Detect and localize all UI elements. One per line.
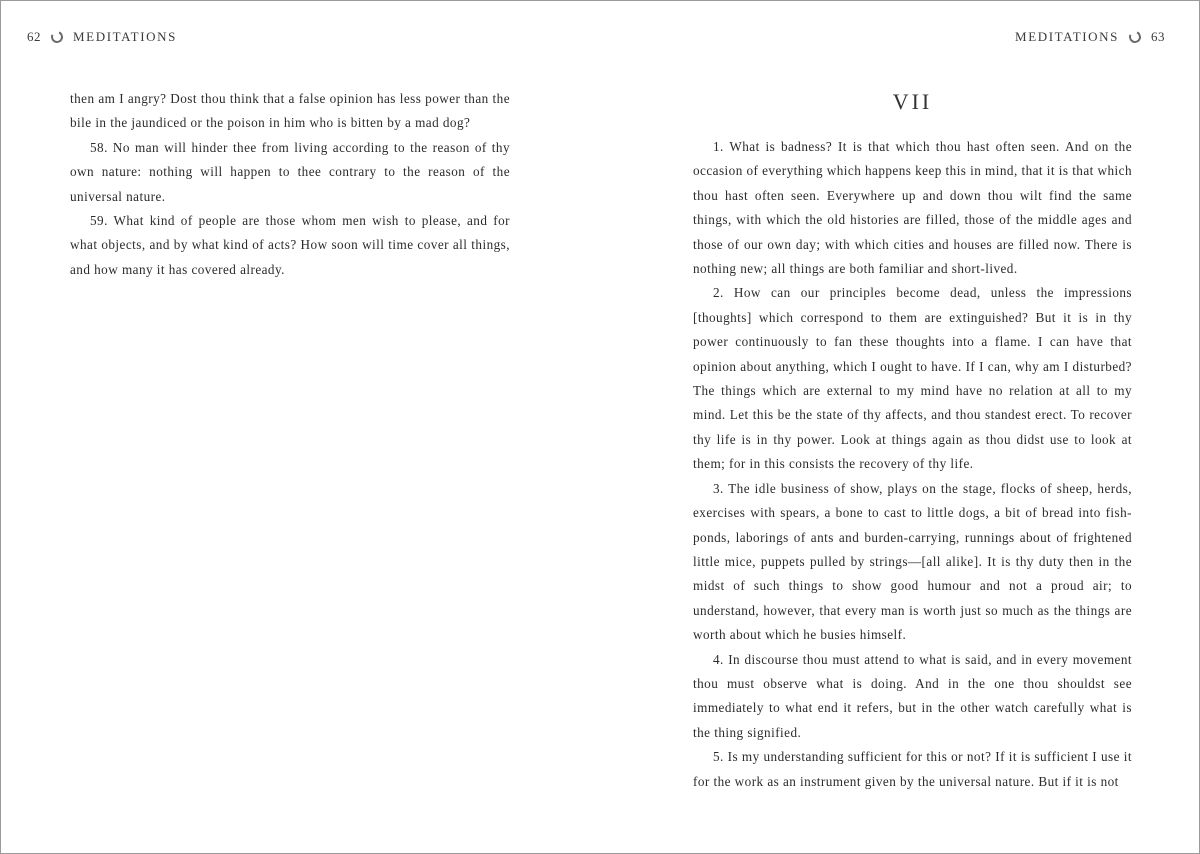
paragraph: 1. What is badness? It is that which thou hast often seen. And on the occasion of everything which happens keep this in mind, that it is that which thou hast often seen. Everywhere up and down thou wilt find the same things, with which the old histories are filled, those of the middle ages and those of our own day; with which cities and houses are filled now. There is nothing new; all things are both familiar and short-lived.	[693, 139, 1132, 277]
chapter-title: VII	[892, 89, 933, 114]
paragraph: 2. How can our principles become dead, unless the impressions [thoughts] which correspond to them are extinguished? But it is in thy power continuously to fan these thoughts into a flame. I can have that opinion about anything, which I ought to have. If I can, why am I disturbed? The things which are external to my mind have no relation at all to my mind. Let this be the state of thy affects, and thou standest erect. To recover thy life is in thy power. Look at things again as thou didst use to look at them; for in this consists the recovery of thy life.	[693, 285, 1132, 472]
right-running-title: MEDITATIONS	[1015, 29, 1119, 44]
paragraph: then am I angry? Dost thou think that a false opinion has less power than the bile in the jaundiced or the poison in him who is bitten by a mad dog?	[70, 91, 510, 131]
left-running-head	[27, 29, 177, 45]
right-page	[601, 1, 1200, 854]
ornament-icon	[49, 29, 64, 44]
right-running-head	[1015, 29, 1165, 45]
left-page-number: 62	[27, 29, 41, 44]
right-text-block	[693, 135, 1132, 794]
left-page	[1, 1, 601, 854]
paragraph: 4. In discourse thou must attend to what is said, and in every movement thou must observe what is doing. And in the one thou shouldst see immediately to what end it refers, but in the other watch carefully what is the thing signified.	[693, 651, 1132, 740]
paragraph: 3. The idle business of show, plays on the stage, flocks of sheep, herds, exercises with spears, a bone to cast to little dogs, a bit of bread into fish-ponds, laborings of ants and burden-carrying, runnings about of frightened little mice, puppets pulled by strings—[all alike]. It is thy duty then in the midst of such things to show good humour and not a proud air; to understand, however, that every man is worth just so much as the things are worth about which he busies himself.	[693, 480, 1132, 643]
paragraph: 58. No man will hinder thee from living according to the reason of thy own nature: nothing will happen to thee contrary to the reason of the universal nature.	[70, 139, 510, 204]
left-text-block	[70, 87, 510, 282]
paragraph: 5. Is my understanding sufficient for this or not? If it is sufficient I use it for the work as an instrument given by the universal nature. But if it is not	[693, 749, 1132, 789]
paragraph: 59. What kind of people are those whom men wish to please, and for what objects, and by what kind of acts? How soon will time cover all things, and how many it has covered already.	[70, 213, 510, 277]
right-page-number: 63	[1151, 29, 1165, 44]
ornament-icon	[1127, 29, 1142, 44]
left-running-title: MEDITATIONS	[73, 29, 177, 44]
